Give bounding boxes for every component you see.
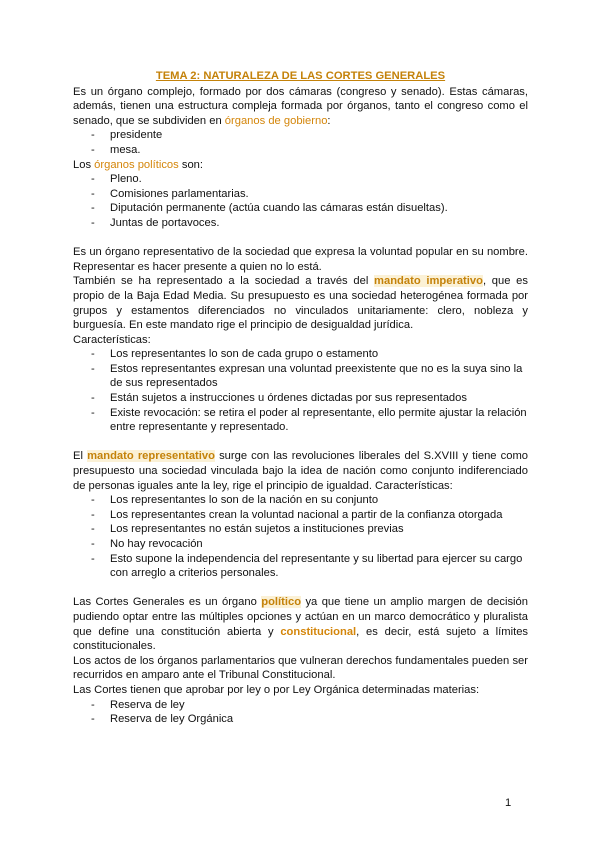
list-item: - Juntas de portavoces. [73,216,528,231]
list-item: - presidente [73,128,528,143]
list-item: - Están sujetos a instrucciones u órdenes dictadas por sus representados [73,391,528,406]
paragraph [73,595,528,653]
list-item: - Reserva de ley [73,698,528,713]
list-item: - Existe revocación: se retira el poder al representante, ello permite ajustar la relación entre representante y representado. [73,406,528,435]
text: , que es propio de la Baja Edad Media. Su presupuesto es una sociedad heterogénea formada por grupos y estamentos diferenciados no vinculados unitariamente: clero, nobleza y burguesía. En este mandato rige el principio de desigualdad jurídica. [73,275,528,332]
list-item: - Los representantes no están sujetos a instituciones previas [73,522,528,537]
paragraph: Las Cortes tienen que aprobar por ley o por Ley Orgánica determinadas materias: [73,683,480,696]
text: surge con las revoluciones liberales del S.XVIII y tiene como presupuesto una sociedad vinculada bajo la idea de nación como conjunto indiferenciado de personas iguales ante la ley, rige el principio de igualdad. Características: [73,450,528,492]
list-item: - Esto supone la independencia del representante y su libertad para ejercer su cargo con arreglo a criterios personales. [73,552,528,581]
highlight-text: mandato representativo [87,450,215,463]
page-number: 1 [505,797,512,809]
text: Los [73,158,95,171]
highlight-text: órganos políticos [94,158,179,171]
highlight-text: constitucional [280,625,357,638]
paragraph [73,85,528,129]
paragraph: Los actos de los órganos parlamentarios que vulneran derechos fundamentales pueden ser recurridos en amparo ante el Tribunal Constitucional. [73,654,528,682]
list-item: - Comisiones parlamentarias. [73,187,528,202]
list-item: - Pleno. [73,172,528,187]
paragraph: Características: [73,333,151,346]
text: Es un órgano complejo, formado por dos cámaras (congreso y senado). Estas cámaras, además, tienen una estructura compleja formada por órganos, tanto el congreso como el senado, que se subdividen en [73,85,528,127]
highlight-text: político [261,596,302,609]
paragraph [73,158,528,173]
bullet-list [73,493,528,581]
text: son: [178,158,204,171]
list-item: - No hay revocación [73,537,528,552]
page-title: TEMA 2: NATURALEZA DE LAS CORTES GENERALES [155,70,446,82]
text: Las Cortes Generales es un órgano [73,596,262,609]
list-item: - Los representantes lo son de la nación en su conjunto [73,493,528,508]
text: , es decir, está sujeto a límites constitucionales. [73,625,529,653]
list-item: - Diputación permanente (actúa cuando las cámaras están disueltas). [73,201,528,216]
text: También se ha representado a la sociedad a través del [73,275,375,288]
highlight-text: mandato imperativo [374,275,483,288]
list-item: - mesa. [73,143,528,158]
text: El [73,450,88,463]
paragraph [73,274,528,332]
bullet-list [73,698,528,727]
bullet-list [73,128,528,157]
bullet-list [73,347,528,435]
list-item: - Los representantes crean la voluntad nacional a partir de la confianza otorgada [73,508,528,523]
paragraph [73,449,528,493]
document-page [73,69,528,727]
bullet-list [73,172,528,230]
highlight-text: órganos de gobierno [224,114,328,127]
text: ya que tiene un amplio margen de decisión pudiendo optar entre las múltiples opciones y actúan en un marco democrático y pluralista que define una constitución abierta y [73,596,528,638]
list-item: - Los representantes lo son de cada grupo o estamento [73,347,528,362]
list-item: - Estos representantes expresan una voluntad preexistente que no es la suya sino la de sus representados [73,362,528,391]
list-item: - Reserva de ley Orgánica [73,712,528,727]
text: : [327,114,331,127]
paragraph: Es un órgano representativo de la sociedad que expresa la voluntad popular en su nombre. Representar es hacer presente a quien no lo está. [73,246,528,273]
